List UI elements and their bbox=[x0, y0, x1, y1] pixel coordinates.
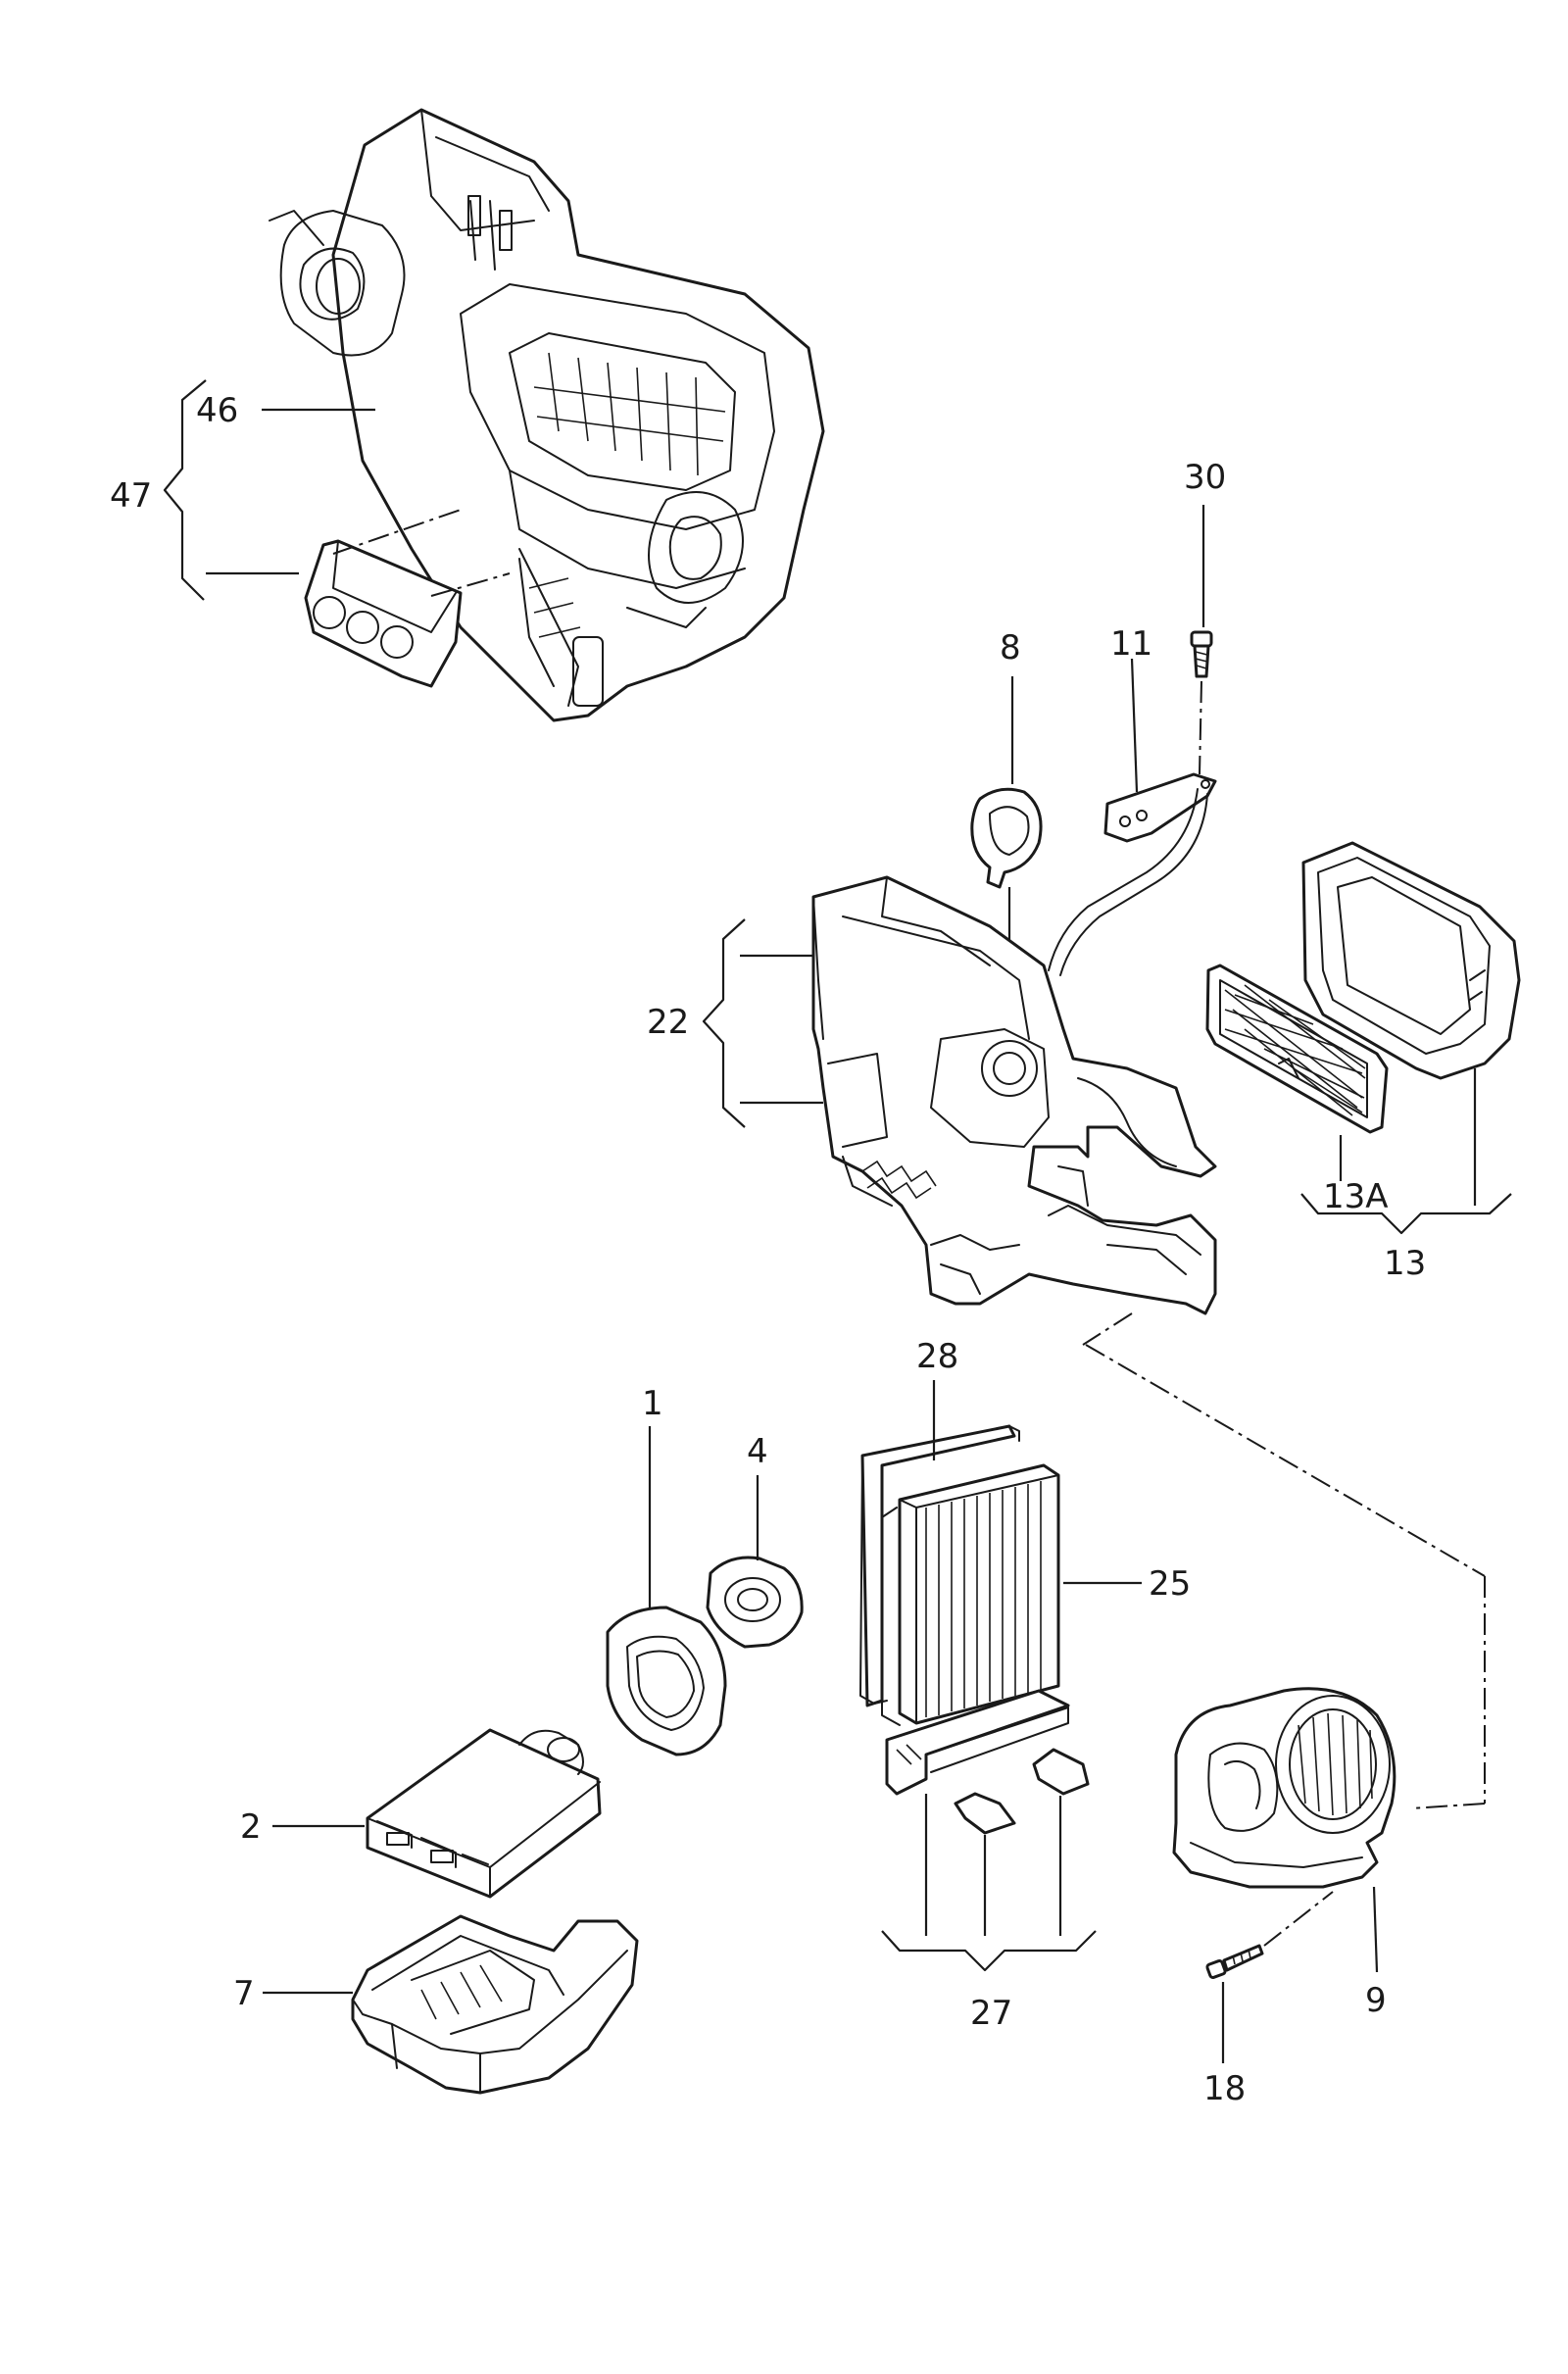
callout-7: 7 bbox=[233, 1974, 255, 2013]
assembly-line-housing-blower bbox=[1083, 1313, 1132, 1345]
callout-group-22 bbox=[647, 919, 823, 1127]
callout-27: 27 bbox=[970, 1994, 1013, 2033]
callout-13a: 13A bbox=[1323, 1177, 1389, 1216]
callout-22: 22 bbox=[647, 1003, 690, 1042]
callout-11: 11 bbox=[1110, 624, 1153, 664]
callout-47: 47 bbox=[110, 476, 153, 516]
cabin-filter-part-25 bbox=[882, 1465, 1191, 1725]
callout-2: 2 bbox=[240, 1807, 262, 1847]
adapter-set-part-27 bbox=[882, 1691, 1096, 2033]
screw-part-30 bbox=[1184, 458, 1226, 774]
assembly-line-housing-blower-4 bbox=[1411, 1804, 1485, 1808]
housing-part-22 bbox=[813, 877, 1215, 1313]
bracket-part-11 bbox=[1049, 624, 1215, 975]
seal-part-4 bbox=[708, 1432, 802, 1647]
callout-25: 25 bbox=[1149, 1564, 1192, 1604]
assembly-line-housing-blower-2 bbox=[1086, 1345, 1485, 1576]
callout-46: 46 bbox=[196, 391, 239, 430]
callout-4: 4 bbox=[747, 1432, 768, 1471]
callout-18: 18 bbox=[1203, 2069, 1247, 2108]
lower-housing-part-7 bbox=[233, 1916, 637, 2093]
callout-13: 13 bbox=[1384, 1244, 1427, 1283]
callout-28: 28 bbox=[916, 1337, 959, 1376]
gasket-part-1 bbox=[608, 1384, 725, 1755]
callout-8: 8 bbox=[1000, 628, 1021, 668]
screw-part-18 bbox=[1203, 1892, 1333, 2108]
callout-30: 30 bbox=[1184, 458, 1227, 497]
callout-1: 1 bbox=[642, 1384, 663, 1423]
callout-9: 9 bbox=[1365, 1981, 1387, 2020]
resistor-module-part-2 bbox=[240, 1730, 600, 1897]
